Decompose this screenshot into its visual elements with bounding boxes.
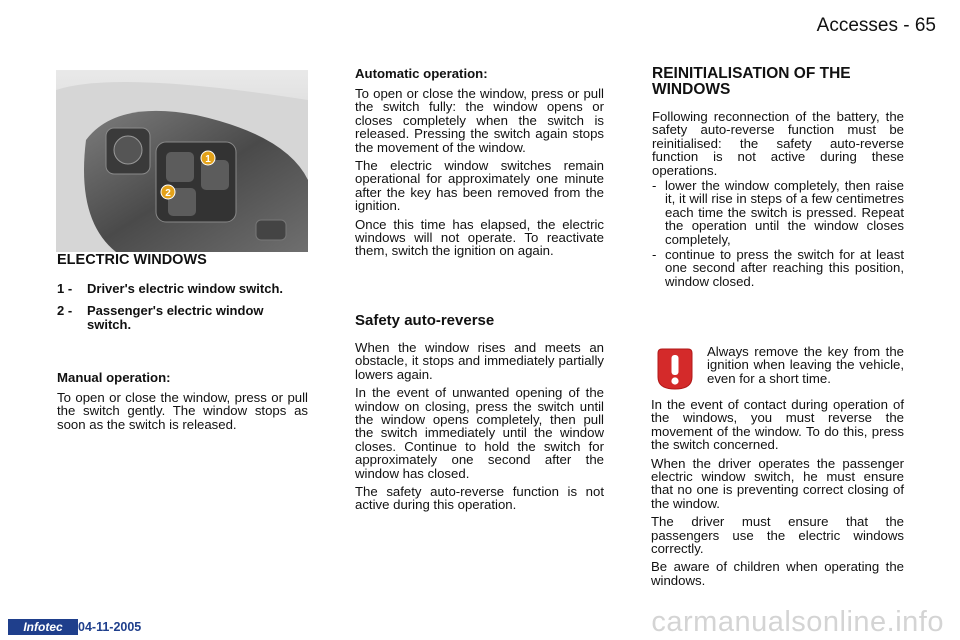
paragraph: The electric window switches remain operational for approximately one minute after the key has been removed from the ignition. <box>355 158 604 214</box>
warning-text <box>651 398 904 592</box>
paragraph: The driver must ensure that the passengers use the electric windows correctly. <box>651 514 904 557</box>
paragraph: In the event of unwanted opening of the window on closing, press the switch until the window opens completely, then pull the switch immediately until the window closes. Continue to hold the switch for approximately one second after the window has closed. <box>355 385 604 481</box>
paragraph: The safety auto-reverse function is not active during this operation. <box>355 484 604 513</box>
page-title: Accesses - 65 <box>816 15 936 36</box>
section-heading-electric-windows: ELECTRIC WINDOWS <box>57 252 207 268</box>
list-item: 2 - Passenger's electric window switch. <box>57 303 264 332</box>
svg-text:2: 2 <box>165 188 171 199</box>
paragraph: When the window rises and meets an obstacle, it stops and immediately partially lowers again. <box>355 340 604 382</box>
callout-1 <box>201 151 215 165</box>
footer-date: 04-11-2005 <box>78 620 142 634</box>
reinit-heading: REINITIALISATION OF THE WINDOWS <box>652 65 851 98</box>
manual-heading: Manual operation: <box>57 370 171 385</box>
left-column <box>57 252 309 340</box>
watermark: carmanualsonline.info <box>651 606 944 638</box>
paragraph: Following reconnection of the battery, the safety auto-reverse function must be reinitialised: the safety auto-reverse function is not active during these operations. <box>652 109 904 178</box>
auto-heading: Automatic operation: <box>355 66 488 81</box>
warning-icon <box>656 347 694 391</box>
manual-operation <box>57 371 308 436</box>
paragraph: When the driver operates the passenger electric window switch, he must ensure that no one is preventing correct closing of the window. <box>651 455 904 511</box>
list-item: - continue to press the switch for at least one second after reaching this position, window closed. <box>652 247 904 289</box>
list-item: 1 - Driver's electric window switch. <box>57 281 283 296</box>
svg-text:1: 1 <box>205 154 211 165</box>
window-switch-photo <box>56 70 308 252</box>
paragraph: Once this time has elapsed, the electric windows will not operate. To reactivate them, switch the ignition on again. <box>355 216 604 259</box>
middle-column <box>355 67 604 263</box>
paragraph: To open or close the window, press or pull the switch fully: the window opens or closes completely when the switch is released. Pressing the switch again stops the movement of the window. <box>355 86 604 155</box>
list-item: - lower the window completely, then raise it, it will rise in steps of a few centimetres each time the switch is pressed. Repeat the operation until the window closes completely, <box>652 178 904 247</box>
warning-lead: Always remove the key from the ignition when leaving the vehicle, even for a short time. <box>707 344 904 386</box>
manual-text: To open or close the window, press or pull the switch gently. The window stops as soon as the switch is released. <box>57 390 308 432</box>
safety-section <box>355 313 604 517</box>
infotec-logo: Infotec <box>8 619 78 635</box>
paragraph: Be aware of children when operating the windows. <box>651 559 904 588</box>
callout-2 <box>161 185 175 199</box>
safety-heading: Safety auto-reverse <box>355 312 495 329</box>
paragraph: In the event of contact during operation of the windows, you must reverse the movement of the window. To do this, press the switch concerned. <box>651 397 904 453</box>
right-column <box>652 66 904 290</box>
